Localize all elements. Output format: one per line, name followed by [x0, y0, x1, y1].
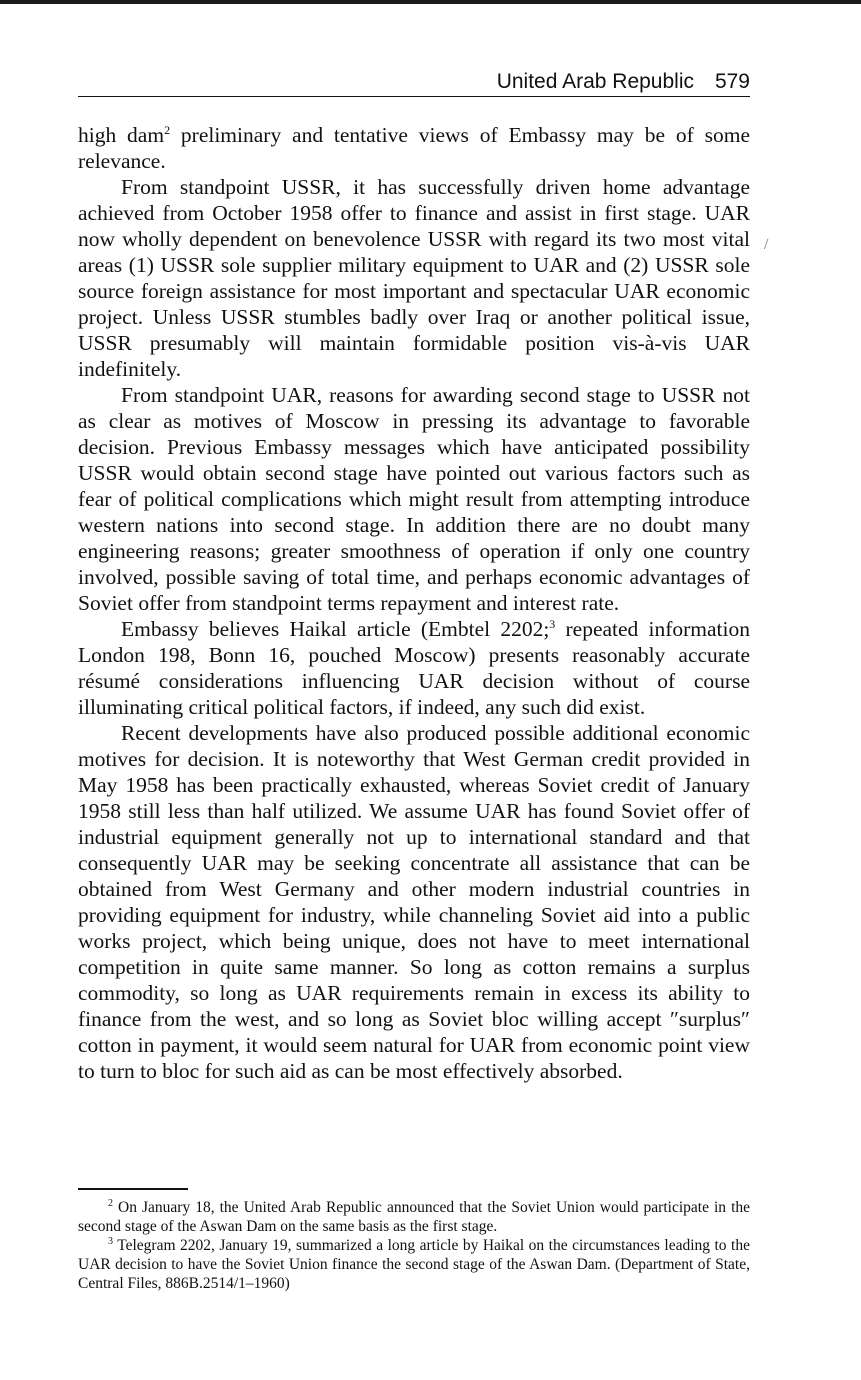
- scan-top-edge: [0, 0, 861, 4]
- paragraph-economic-motives: Recent developments have also produced possible additional economic motives for decision. It is noteworthy that West German credit provided in May 1958 has been practically exhausted, whereas Soviet credit of January 1958 still less than half utilized. We assume UAR has found Soviet offer of industrial equipment generally not up to international standard and that consequently UAR may be seeking concentrate all assistance that can be obtained from West Germany and other modern industrial countries in providing equipment for industry, while channeling Soviet aid into a public works project, which being unique, does not have to meet international competition in quite same manner. So long as cotton remains a surplus commodity, so long as UAR requirements remain in excess its ability to finance from the west, and so long as Soviet bloc willing accept ″surplus″ cotton in payment, it would seem natural for UAR from economic point view to turn to bloc for such aid as can be most effectively absorbed.: [78, 721, 750, 1083]
- paragraph-text: high dam: [78, 123, 165, 147]
- footnote-ref: 3: [549, 616, 556, 631]
- paragraph-uar-standpoint: From standpoint UAR, reasons for awarding second stage to USSR not as clear as motives of Moscow in pressing its advantage to favorable decision. Previous Embassy messages which have anticipated possibility USSR would obtain second stage have pointed out various factors such as fear of political complications which might result from attempting introduce western nations into second stage. In addition there are no doubt many engineering reasons; greater smoothness of operation if only one country involved, possible saving of total time, and perhaps economic advantages of Soviet offer from standpoint terms repayment and interest rate.: [78, 383, 750, 615]
- margin-pencil-mark: /: [764, 236, 769, 253]
- footnotes: [78, 1198, 750, 1293]
- body-text: [78, 122, 750, 1084]
- running-header: [78, 66, 750, 97]
- footnote-ref: 2: [164, 122, 171, 137]
- footnote: [78, 1198, 750, 1236]
- footnote-marker: 3: [108, 1235, 113, 1247]
- paragraph-continuation: [78, 122, 750, 174]
- footnote: [78, 1236, 750, 1293]
- paragraph-ussr-standpoint: From standpoint USSR, it has successfully driven home advantage achieved from October 1958 offer to finance and assist in first stage. UAR now wholly dependent on benevolence USSR with regard its two most vital areas (1) USSR sole supplier military equipment to UAR and (2) USSR sole source foreign assistance for most important and spectacular UAR economic project. Unless USSR stumbles badly over Iraq or another political issue, USSR presumably will maintain formidable position vis-à-vis UAR indefinitely.: [78, 175, 750, 381]
- footnote-text: On January 18, the United Arab Republic announced that the Soviet Union would participate in the second stage of the Aswan Dam on the same basis as the first stage.: [78, 1199, 750, 1235]
- footnote-divider: [78, 1188, 188, 1190]
- footnote-text: Telegram 2202, January 19, summarized a long article by Haikal on the circumstances leading to the UAR decision to have the Soviet Union finance the second stage of the Aswan Dam. (Department of State, Central Files, 886B.2514/1–1960): [78, 1237, 750, 1292]
- footnote-marker: 2: [108, 1197, 113, 1209]
- paragraph-haikal-article: [78, 616, 750, 720]
- paragraph-text: preliminary and tentative views of Embassy may be of some relevance.: [78, 123, 750, 173]
- paragraph-text: repeated information London 198, Bonn 16, pouched Moscow) presents reasonably accurate résumé considerations influencing UAR decision without of course illuminating critical political factors, if indeed, any such did exist.: [78, 617, 750, 719]
- page-number: 579: [714, 70, 750, 93]
- running-title: United Arab Republic: [496, 70, 694, 93]
- paragraph-text: Embassy believes Haikal article (Embtel 2202;: [121, 617, 550, 641]
